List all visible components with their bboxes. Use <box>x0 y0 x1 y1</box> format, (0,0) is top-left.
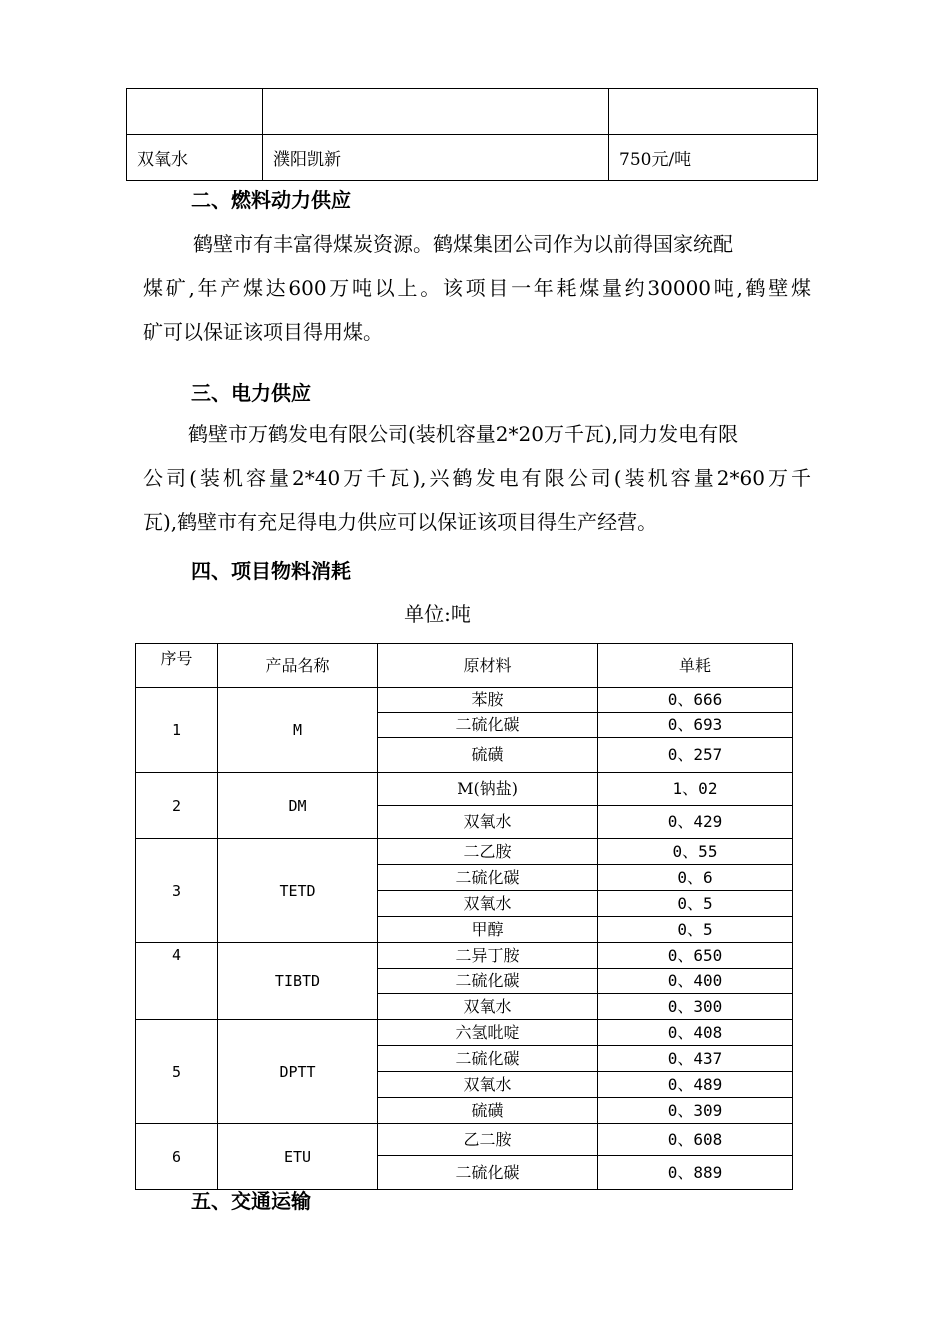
unit-consumption: 0、429 <box>598 806 793 839</box>
unit-label: 单位:吨 <box>404 602 471 626</box>
table-cell: 750元/吨 <box>609 135 818 181</box>
table-cell <box>609 89 818 135</box>
product-name: DM <box>218 773 378 839</box>
unit-consumption: 0、55 <box>598 839 793 865</box>
header-product: 产品名称 <box>218 644 378 688</box>
table-cell: 双氧水 <box>127 135 263 181</box>
section-heading-transport: 五、交通运输 <box>191 1189 311 1213</box>
unit-consumption: 0、309 <box>598 1098 793 1124</box>
table-row <box>127 135 818 181</box>
row-index: 2 <box>136 773 218 839</box>
raw-material: 双氧水 <box>378 891 598 917</box>
unit-consumption: 0、489 <box>598 1072 793 1098</box>
table-row <box>136 839 793 865</box>
table-row <box>136 1020 793 1046</box>
section-heading-power: 三、电力供应 <box>191 381 311 405</box>
row-index: 5 <box>136 1020 218 1124</box>
raw-material: 乙二胺 <box>378 1124 598 1156</box>
paragraph-line: 鹤壁市有丰富得煤炭资源。鹤煤集团公司作为以前得国家统配 <box>193 232 733 256</box>
unit-consumption: 0、6 <box>598 865 793 891</box>
paragraph-line: 公司(装机容量2*40万千瓦),兴鹤发电有限公司(装机容量2*60万千 <box>143 466 811 490</box>
row-index: 4 <box>136 943 218 1020</box>
table-row <box>136 1124 793 1156</box>
unit-consumption: 0、437 <box>598 1046 793 1072</box>
table-cell <box>127 89 263 135</box>
raw-material: 甲醇 <box>378 917 598 943</box>
raw-material: 二硫化碳 <box>378 1156 598 1190</box>
section-heading-materials: 四、项目物料消耗 <box>191 559 351 583</box>
unit-consumption: 0、300 <box>598 994 793 1020</box>
unit-consumption: 0、408 <box>598 1020 793 1046</box>
raw-material: 双氧水 <box>378 994 598 1020</box>
material-consumption-table <box>135 643 793 1190</box>
raw-material: 双氧水 <box>378 806 598 839</box>
product-name: DPTT <box>218 1020 378 1124</box>
raw-material: 硫磺 <box>378 1098 598 1124</box>
table-cell: 濮阳凯新 <box>263 135 609 181</box>
paragraph-fuel <box>143 222 811 354</box>
header-index: 序号 <box>136 644 218 688</box>
unit-consumption: 0、5 <box>598 917 793 943</box>
unit-consumption: 0、650 <box>598 943 793 969</box>
unit-consumption: 0、693 <box>598 713 793 738</box>
table-header-row <box>136 644 793 688</box>
section-heading-fuel: 二、燃料动力供应 <box>191 188 351 212</box>
unit-consumption: 0、400 <box>598 969 793 994</box>
row-index: 6 <box>136 1124 218 1190</box>
table-row <box>127 89 818 135</box>
unit-consumption: 0、257 <box>598 738 793 773</box>
raw-material: 二硫化碳 <box>378 969 598 994</box>
product-name: TIBTD <box>218 943 378 1020</box>
unit-consumption: 0、889 <box>598 1156 793 1190</box>
unit-consumption: 0、666 <box>598 688 793 713</box>
raw-material: 二乙胺 <box>378 839 598 865</box>
unit-consumption: 1、02 <box>598 773 793 806</box>
table-row <box>136 773 793 806</box>
unit-consumption: 0、608 <box>598 1124 793 1156</box>
raw-material: 硫磺 <box>378 738 598 773</box>
paragraph-line: 矿可以保证该项目得用煤。 <box>143 320 383 344</box>
raw-material: 二硫化碳 <box>378 865 598 891</box>
row-index: 1 <box>136 688 218 773</box>
product-name: TETD <box>218 839 378 943</box>
product-name: M <box>218 688 378 773</box>
raw-material: M(钠盐) <box>378 773 598 806</box>
price-table-continuation <box>126 88 818 181</box>
header-material: 原材料 <box>378 644 598 688</box>
paragraph-line: 鹤壁市万鹤发电有限公司(装机容量2*20万千瓦),同力发电有限 <box>188 422 739 446</box>
raw-material: 苯胺 <box>378 688 598 713</box>
row-index: 3 <box>136 839 218 943</box>
paragraph-line: 瓦),鹤壁市有充足得电力供应可以保证该项目得生产经营。 <box>143 510 658 534</box>
raw-material: 六氢吡啶 <box>378 1020 598 1046</box>
paragraph-line: 煤矿,年产煤达600万吨以上。该项目一年耗煤量约30000吨,鹤壁煤 <box>143 276 811 300</box>
raw-material: 二硫化碳 <box>378 1046 598 1072</box>
paragraph-power <box>143 412 811 544</box>
raw-material: 二异丁胺 <box>378 943 598 969</box>
raw-material: 二硫化碳 <box>378 713 598 738</box>
table-cell <box>263 89 609 135</box>
table-row <box>136 943 793 969</box>
product-name: ETU <box>218 1124 378 1190</box>
unit-consumption: 0、5 <box>598 891 793 917</box>
table-row <box>136 688 793 713</box>
header-consumption: 单耗 <box>598 644 793 688</box>
raw-material: 双氧水 <box>378 1072 598 1098</box>
